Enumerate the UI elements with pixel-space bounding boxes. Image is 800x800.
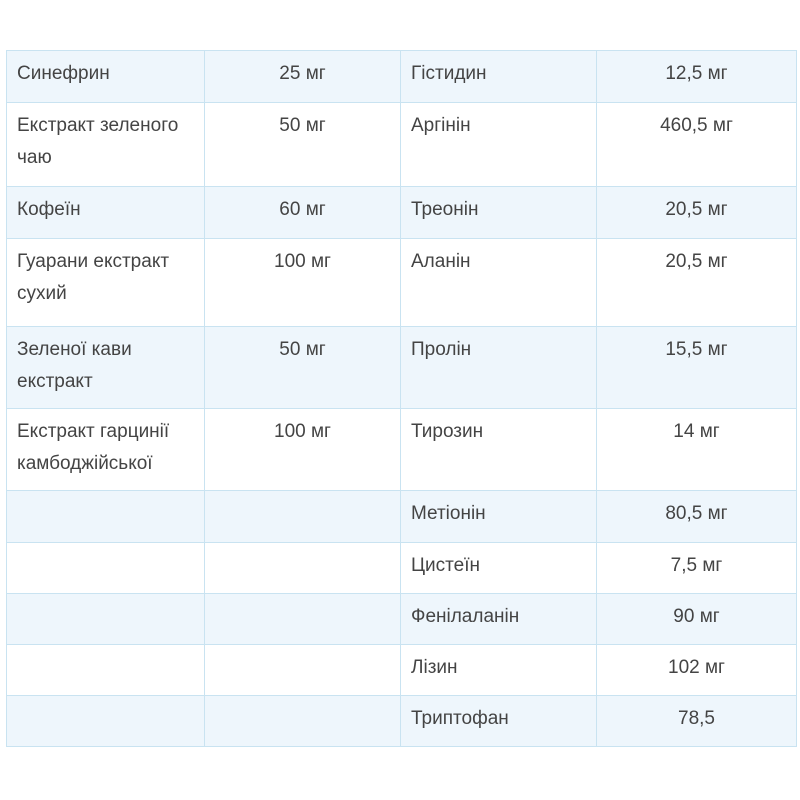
amino-acid-amount: 20,5 мг — [665, 251, 728, 272]
ingredient-name-cell — [7, 645, 205, 696]
amino-acid-amount: 7,5 мг — [670, 555, 723, 576]
ingredient-amount: 50 мг — [279, 339, 326, 360]
amino-acid-amount-cell — [597, 491, 797, 543]
ingredient-name: Екстракт гарцинії камбоджійської — [17, 421, 170, 474]
ingredient-amount-cell — [205, 327, 401, 409]
amino-acid-name-cell — [401, 491, 597, 543]
table-row — [7, 491, 797, 543]
ingredient-amount-cell — [205, 594, 401, 645]
ingredient-name-cell — [7, 239, 205, 327]
amino-acid-name-cell — [401, 594, 597, 645]
amino-acid-amount-cell — [597, 239, 797, 327]
amino-acid-amount: 460,5 мг — [660, 115, 733, 136]
ingredient-amount-cell — [205, 51, 401, 103]
amino-acid-name-cell — [401, 543, 597, 594]
amino-acid-name-cell — [401, 103, 597, 187]
ingredient-amount-cell — [205, 645, 401, 696]
amino-acid-name: Гістидин — [411, 63, 487, 84]
amino-acid-name-cell — [401, 696, 597, 747]
table-row — [7, 103, 797, 187]
ingredient-name: Зеленої кави екстракт — [17, 339, 132, 392]
amino-acid-name-cell — [401, 187, 597, 239]
amino-acid-amount-cell — [597, 645, 797, 696]
ingredient-amount-cell — [205, 491, 401, 543]
table-row — [7, 543, 797, 594]
amino-acid-name: Фенілаланін — [411, 606, 520, 627]
ingredient-amount: 25 мг — [279, 63, 326, 84]
ingredient-name-cell — [7, 103, 205, 187]
ingredient-name-cell — [7, 491, 205, 543]
table-row — [7, 696, 797, 747]
table-row — [7, 51, 797, 103]
amino-acid-amount: 78,5 — [678, 708, 715, 729]
amino-acid-amount-cell — [597, 594, 797, 645]
amino-acid-amount-cell — [597, 51, 797, 103]
table-row — [7, 645, 797, 696]
table-row — [7, 594, 797, 645]
amino-acid-name-cell — [401, 409, 597, 491]
table-row — [7, 187, 797, 239]
amino-acid-amount-cell — [597, 543, 797, 594]
amino-acid-amount-cell — [597, 327, 797, 409]
ingredient-amount-cell — [205, 543, 401, 594]
amino-acid-amount: 14 мг — [673, 421, 720, 442]
amino-acid-name: Лізин — [411, 657, 458, 678]
ingredient-amount-cell — [205, 696, 401, 747]
ingredient-name-cell — [7, 327, 205, 409]
amino-acid-amount: 90 мг — [673, 606, 720, 627]
ingredient-name: Гуарани екстракт сухий — [17, 251, 170, 304]
ingredient-amount: 50 мг — [279, 115, 326, 136]
amino-acid-amount: 15,5 мг — [665, 339, 728, 360]
ingredient-amount-cell — [205, 103, 401, 187]
amino-acid-name: Треонін — [411, 199, 479, 220]
amino-acid-amount-cell — [597, 409, 797, 491]
amino-acid-name-cell — [401, 51, 597, 103]
ingredient-amount-cell — [205, 187, 401, 239]
amino-acid-name: Аргінін — [411, 115, 471, 136]
ingredient-name: Кофеїн — [17, 199, 81, 220]
ingredient-name-cell — [7, 187, 205, 239]
table-row — [7, 239, 797, 327]
ingredient-name-cell — [7, 594, 205, 645]
ingredient-amount-cell — [205, 239, 401, 327]
amino-acid-amount: 12,5 мг — [665, 63, 728, 84]
amino-acid-amount-cell — [597, 103, 797, 187]
ingredient-amount-cell — [205, 409, 401, 491]
amino-acid-name: Тирозин — [411, 421, 484, 442]
amino-acid-amount-cell — [597, 696, 797, 747]
amino-acid-name: Цистеїн — [411, 555, 480, 576]
amino-acid-amount: 20,5 мг — [665, 199, 728, 220]
table-row — [7, 327, 797, 409]
amino-acid-name: Триптофан — [411, 708, 509, 729]
amino-acid-name: Пролін — [411, 339, 472, 360]
table-row — [7, 409, 797, 491]
ingredient-name-cell — [7, 543, 205, 594]
ingredients-table — [6, 50, 797, 747]
ingredient-amount: 100 мг — [274, 421, 331, 442]
amino-acid-name-cell — [401, 327, 597, 409]
ingredient-name: Синефрин — [17, 63, 110, 84]
amino-acid-name-cell — [401, 645, 597, 696]
ingredient-amount: 60 мг — [279, 199, 326, 220]
ingredient-name-cell — [7, 409, 205, 491]
amino-acid-amount-cell — [597, 187, 797, 239]
ingredient-name: Екстракт зеленого чаю — [17, 115, 179, 168]
amino-acid-amount: 80,5 мг — [665, 503, 728, 524]
amino-acid-amount: 102 мг — [668, 657, 725, 678]
ingredient-name-cell — [7, 696, 205, 747]
ingredient-amount: 100 мг — [274, 251, 331, 272]
amino-acid-name-cell — [401, 239, 597, 327]
amino-acid-name: Метіонін — [411, 503, 486, 524]
ingredient-name-cell — [7, 51, 205, 103]
amino-acid-name: Аланін — [411, 251, 471, 272]
